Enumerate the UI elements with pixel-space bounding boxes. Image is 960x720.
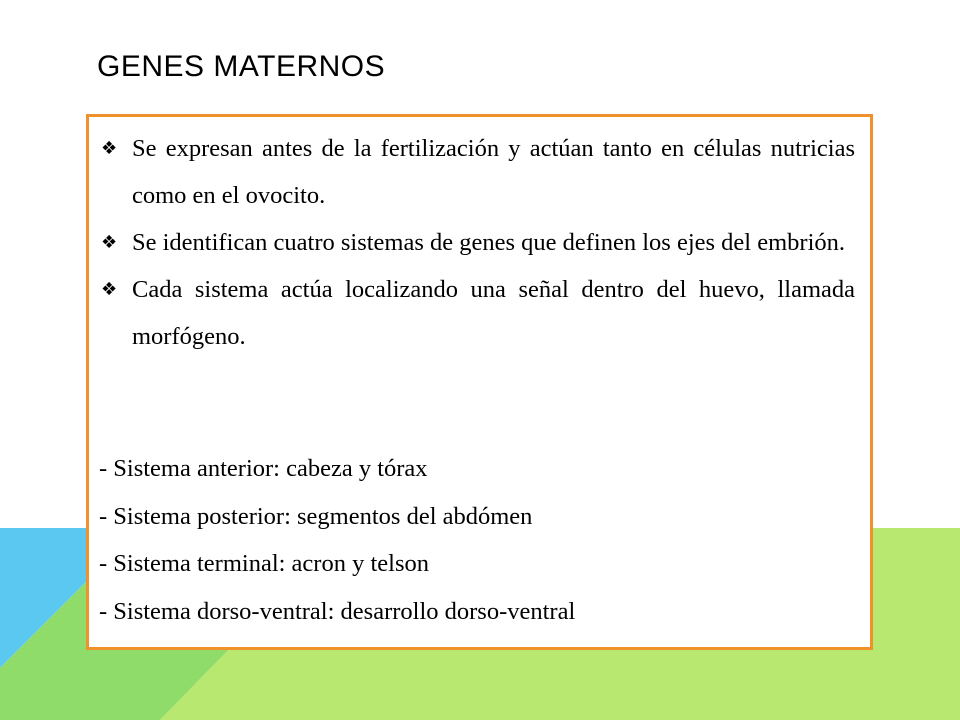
bullet-item bbox=[99, 125, 855, 219]
systems-list bbox=[99, 445, 855, 635]
bullet-item bbox=[99, 266, 855, 360]
system-posterior: - Sistema posterior: segmentos del abdómen bbox=[99, 502, 533, 530]
bullet-text: Cada sistema actúa localizando una señal dentro del huevo, llamada morfógeno. bbox=[132, 276, 855, 350]
bullet-list bbox=[99, 125, 855, 360]
bullet-item bbox=[99, 219, 855, 266]
diamond-bullet-icon: ❖ bbox=[101, 279, 118, 300]
content-box bbox=[86, 114, 873, 650]
diamond-bullet-icon: ❖ bbox=[101, 232, 118, 253]
system-anterior: - Sistema anterior: cabeza y tórax bbox=[99, 455, 428, 482]
system-dorso-ventral: - Sistema dorso-ventral: desarrollo dorso-ventral bbox=[99, 597, 576, 625]
diamond-bullet-icon: ❖ bbox=[101, 138, 118, 159]
bullet-text: Se identifican cuatro sistemas de genes que definen los ejes del embrión. bbox=[132, 229, 846, 256]
system-terminal: - Sistema terminal: acron y telson bbox=[99, 550, 429, 577]
slide-title: GENES MATERNOS bbox=[97, 50, 386, 83]
bullet-text: Se expresan antes de la fertilización y actúan tanto en células nutricias como en el ovocito. bbox=[132, 135, 855, 209]
